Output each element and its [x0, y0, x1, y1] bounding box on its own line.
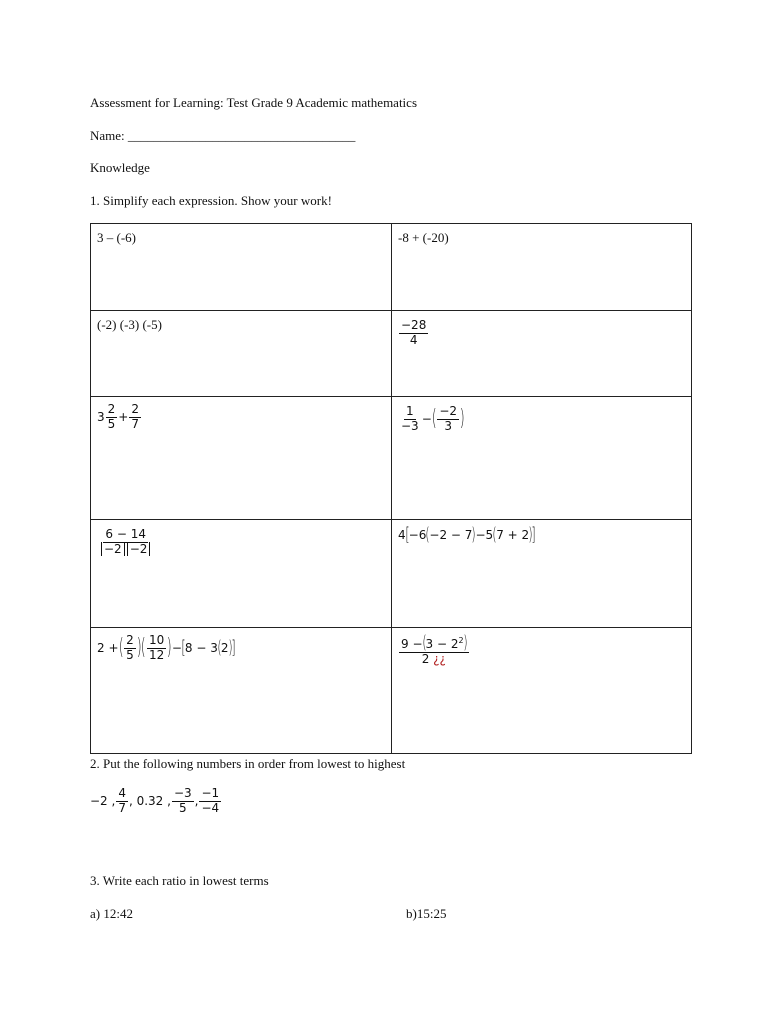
math-expression	[398, 319, 429, 348]
fraction: $\frac{2}{5}$	[107, 402, 116, 431]
fraction: $\frac{6 - 14}{-2 -2}$	[98, 528, 153, 557]
expression-cell-5[interactable]	[91, 397, 392, 520]
expression-cell-1[interactable]	[91, 224, 392, 311]
expression-cell-7[interactable]	[91, 520, 392, 628]
worksheet-title: Assessment for Learning: Test Grade 9 Academic mathematics	[90, 95, 417, 110]
question-2-numbers	[90, 787, 222, 816]
math-expression: 4 [ −6 ( −2 − 7 ) −5 ( 7 + 2 ) ]	[398, 524, 536, 545]
question-2-prompt: 2. Put the following numbers in order from lowest to highest	[90, 756, 406, 771]
name-field[interactable]: Name: ___________________________________	[90, 128, 356, 143]
fraction: $\frac{1}{-3}$	[401, 404, 419, 433]
expression-cell-10[interactable]	[392, 628, 692, 754]
question-1-grid	[90, 223, 692, 754]
expression-cell-2[interactable]	[392, 224, 692, 311]
question-1-prompt: 1. Simplify each expression. Show your work!	[90, 193, 332, 208]
fraction: $\frac{-3}{5}$	[173, 786, 192, 815]
fraction: $\frac{10}{12}$	[148, 633, 165, 662]
math-expression	[398, 634, 470, 667]
fraction: $\frac{2}{7}$	[131, 402, 139, 431]
math-expression	[97, 528, 154, 557]
expression-cell-3[interactable]	[91, 311, 392, 397]
fraction: $\frac{4}{7}$	[118, 786, 126, 815]
expression-cell-4[interactable]	[392, 311, 692, 397]
fraction: $\frac{-1}{-4}$	[201, 786, 220, 815]
fraction: $\frac{-28}{4}$	[401, 318, 427, 347]
math-expression: 2 + ( $\frac{2}{5}$ ) ( $\frac{10}{12}$ ) − [ 8 − 3 ( 2 ) ]	[97, 633, 236, 662]
math-expression: $\frac{1}{-3}$ − ( $\frac{-2}{3}$ )	[401, 404, 465, 433]
question-3-prompt: 3. Write each ratio in lowest terms	[90, 873, 269, 888]
question-3-part-b: b)15:25	[406, 906, 447, 921]
expression-text: (-2) (-3) (-5)	[97, 317, 162, 332]
expression-text: 3 – (-6)	[97, 230, 136, 245]
expression-cell-6[interactable]	[392, 397, 692, 520]
broken-symbol-glyph: ¿¿	[433, 652, 446, 666]
fraction: $\frac{-2}{3}$	[439, 404, 458, 433]
fraction: $\frac{2}{5}$	[126, 633, 134, 662]
section-heading: Knowledge	[90, 160, 150, 175]
math-expression: 3 $\frac{2}{5}$ + $\frac{2}{7}$	[97, 402, 139, 431]
math-expression: −2 , $\frac{4}{7}$ , 0.32 , $\frac{-3}{5}$ , $\frac{-1}{-4}$	[90, 786, 220, 815]
expression-text: -8 + (-20)	[398, 230, 449, 245]
fraction: $\frac{9 -(3 - 2^2)}{2 ¿¿}$	[401, 632, 468, 666]
question-3-part-a: a) 12:42	[90, 906, 133, 921]
expression-cell-8[interactable]	[392, 520, 692, 628]
expression-cell-9[interactable]	[91, 628, 392, 754]
